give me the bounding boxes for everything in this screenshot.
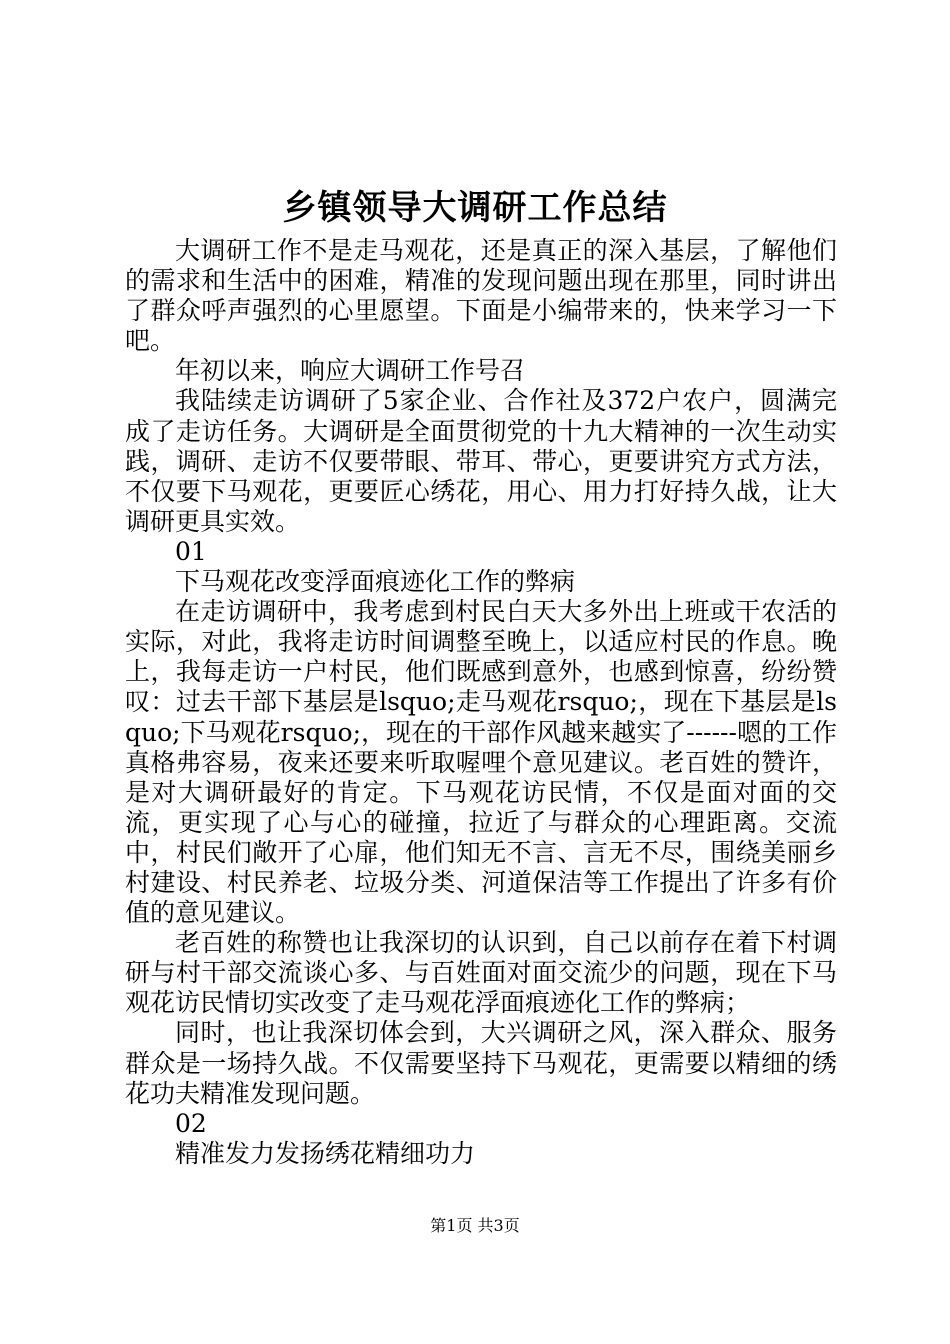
paragraph-insight: 同时，也让我深切体会到，大兴调研之风，深入群众、服务群众是一场持久战。不仅需要坚持下马观花，更需要以精细的绣花功夫精准发现问题。 bbox=[125, 1018, 837, 1108]
paragraph-lead: 年初以来，响应大调研工作号召 bbox=[175, 356, 526, 386]
section-heading-2: 精准发力发扬绣花精细功力 bbox=[175, 1138, 476, 1168]
paragraph-field-visits: 在走访调研中，我考虑到村民白天大多外出上班或干农活的实际，对此，我将走访时间调整至晚上，以适应村民的作息。晚上，我每走访一户村民，他们既感到意外，也感到惊喜，纷纷赞叹：过去干部下基层是lsquo;走马观花rsquo;，现在下基层是lsquo;下马观花rsquo;，现在的干部作风越来越实了------嗯的工作真格弗容易，夜来还要来听取喔哩个意见建议。老百姓的赞许，是对大调研最好的肯定。下马观花访民情，不仅是面对面的交流，更实现了心与心的碰撞，拉近了与群众的心理距离。交流中，村民们敞开了心扉，他们知无不言、言无不尽，围绕美丽乡村建设、村民养老、垃圾分类、河道保洁等工作提出了许多有价值的意见建议。 bbox=[125, 597, 837, 928]
paragraph-intro: 大调研工作不是走马观花，还是真正的深入基层，了解他们的需求和生活中的困难，精准的发现问题出现在那里，同时讲出了群众呼声强烈的心里愿望。下面是小编带来的，快来学习一下吧。 bbox=[125, 236, 837, 356]
section-heading-1: 下马观花改变浮面痕迹化工作的弊病 bbox=[175, 567, 576, 597]
paragraph-reflection: 老百姓的称赞也让我深切的认识到，自己以前存在着下村调研与村干部交流谈心多、与百姓面对面交流少的问题，现在下马观花访民情切实改变了走马观花浮面痕迹化工作的弊病； bbox=[125, 928, 837, 1018]
document-body bbox=[125, 236, 837, 1169]
section-number-02: 02 bbox=[175, 1108, 207, 1138]
paragraph-visits: 我陆续走访调研了5家企业、合作社及372户农户，圆满完成了走访任务。大调研是全面贯彻党的十九大精神的一次生动实践，调研、走访不仅要带眼、带耳、带心，更要讲究方式方法，不仅要下马观花，更要匠心绣花，用心、用力打好持久战，让大调研更具实效。 bbox=[125, 386, 837, 536]
section-number-01: 01 bbox=[175, 536, 207, 566]
document-title: 乡镇领导大调研工作总结 bbox=[282, 188, 668, 228]
page-footer: 第1页 共3页 bbox=[430, 1216, 520, 1235]
